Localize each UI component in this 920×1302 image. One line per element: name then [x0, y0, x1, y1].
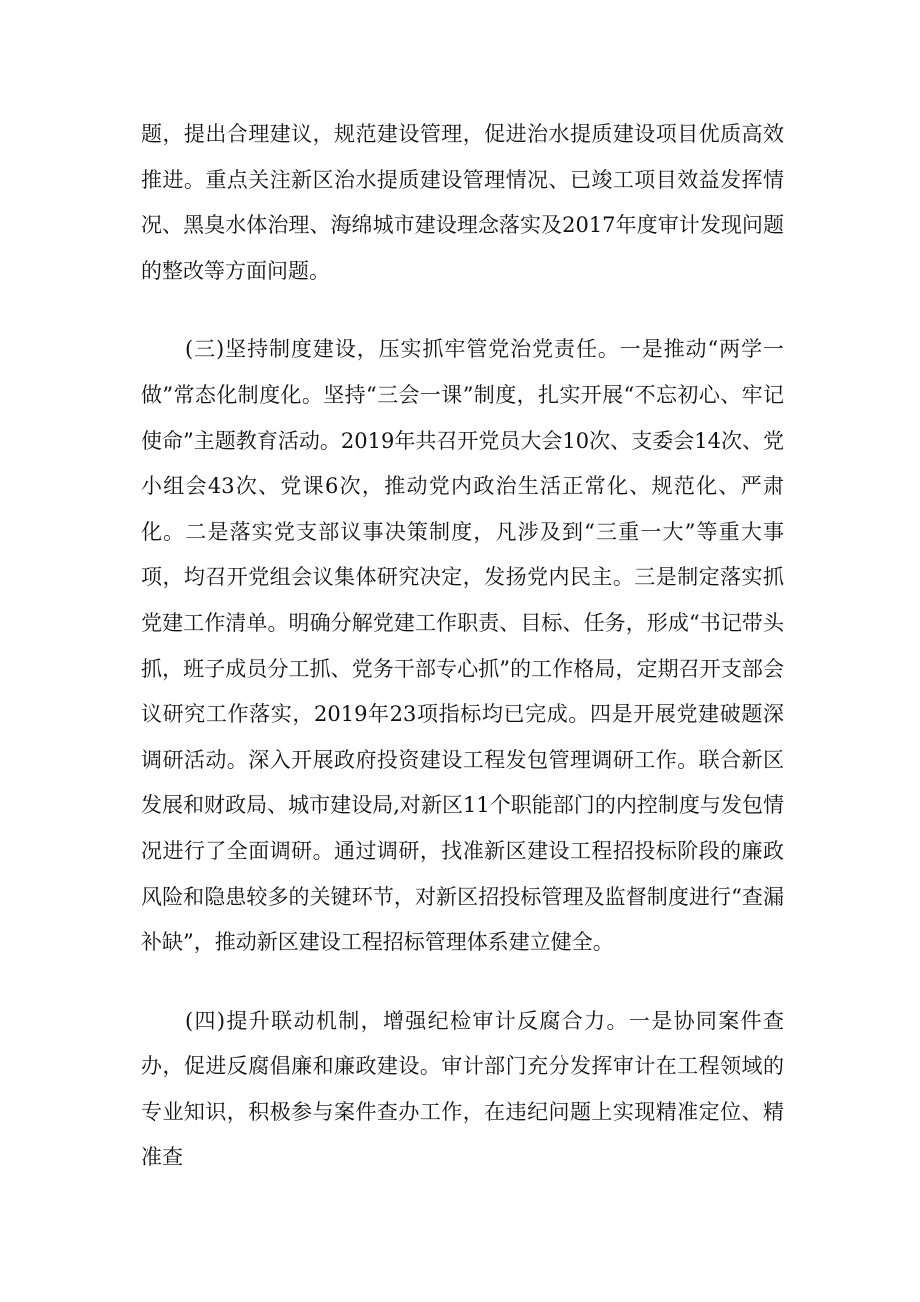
- paragraph-section-three: (三)坚持制度建设，压实抓牢管党治党责任。一是推动“两学一做”常态化制度化。坚持“三会一课”制度，扎实开展“不忘初心、牢记使命”主题教育活动。2019年共召开党员大会10次、支委会14次、党小组会43次、党课6次，推动党内政治生活正常化、规范化、严肃化。二是落实党支部议事决策制度，凡涉及到“三重一大”等重大事项，均召开党组会议集体研究决定，发扬党内民主。三是制定落实抓党建工作清单。明确分解党建工作职责、目标、任务，形成“书记带头抓，班子成员分工抓、党务干部专心抓”的工作格局，定期召开支部会议研究工作落实，2019年23项指标均已完成。四是开展党建破题深调研活动。深入开展政府投资建设工程发包管理调研工作。联合新区发展和财政局、城市建设局,对新区11个职能部门的内控制度与发包情况进行了全面调研。通过调研，找准新区建设工程招投标阶段的廉政风险和隐患较多的关键环节，对新区招投标管理及监督制度进行“查漏补缺”，推动新区建设工程招标管理体系建立健全。: [141, 337, 784, 955]
- paragraph-continuation: 题，提出合理建议，规范建设管理，促进治水提质建设项目优质高效推进。重点关注新区治水提质建设管理情况、已竣工项目效益发挥情况、黑臭水体治理、海绵城市建设理念落实及2017年度审计发现问题的整改等方面问题。: [141, 122, 784, 283]
- paragraph-section-four: (四)提升联动机制，增强纪检审计反腐合力。一是协同案件查办，促进反腐倡廉和廉政建设。审计部门充分发挥审计在工程领域的专业知识，积极参与案件查办工作，在违纪问题上实现精准定位、精准查: [141, 1008, 784, 1170]
